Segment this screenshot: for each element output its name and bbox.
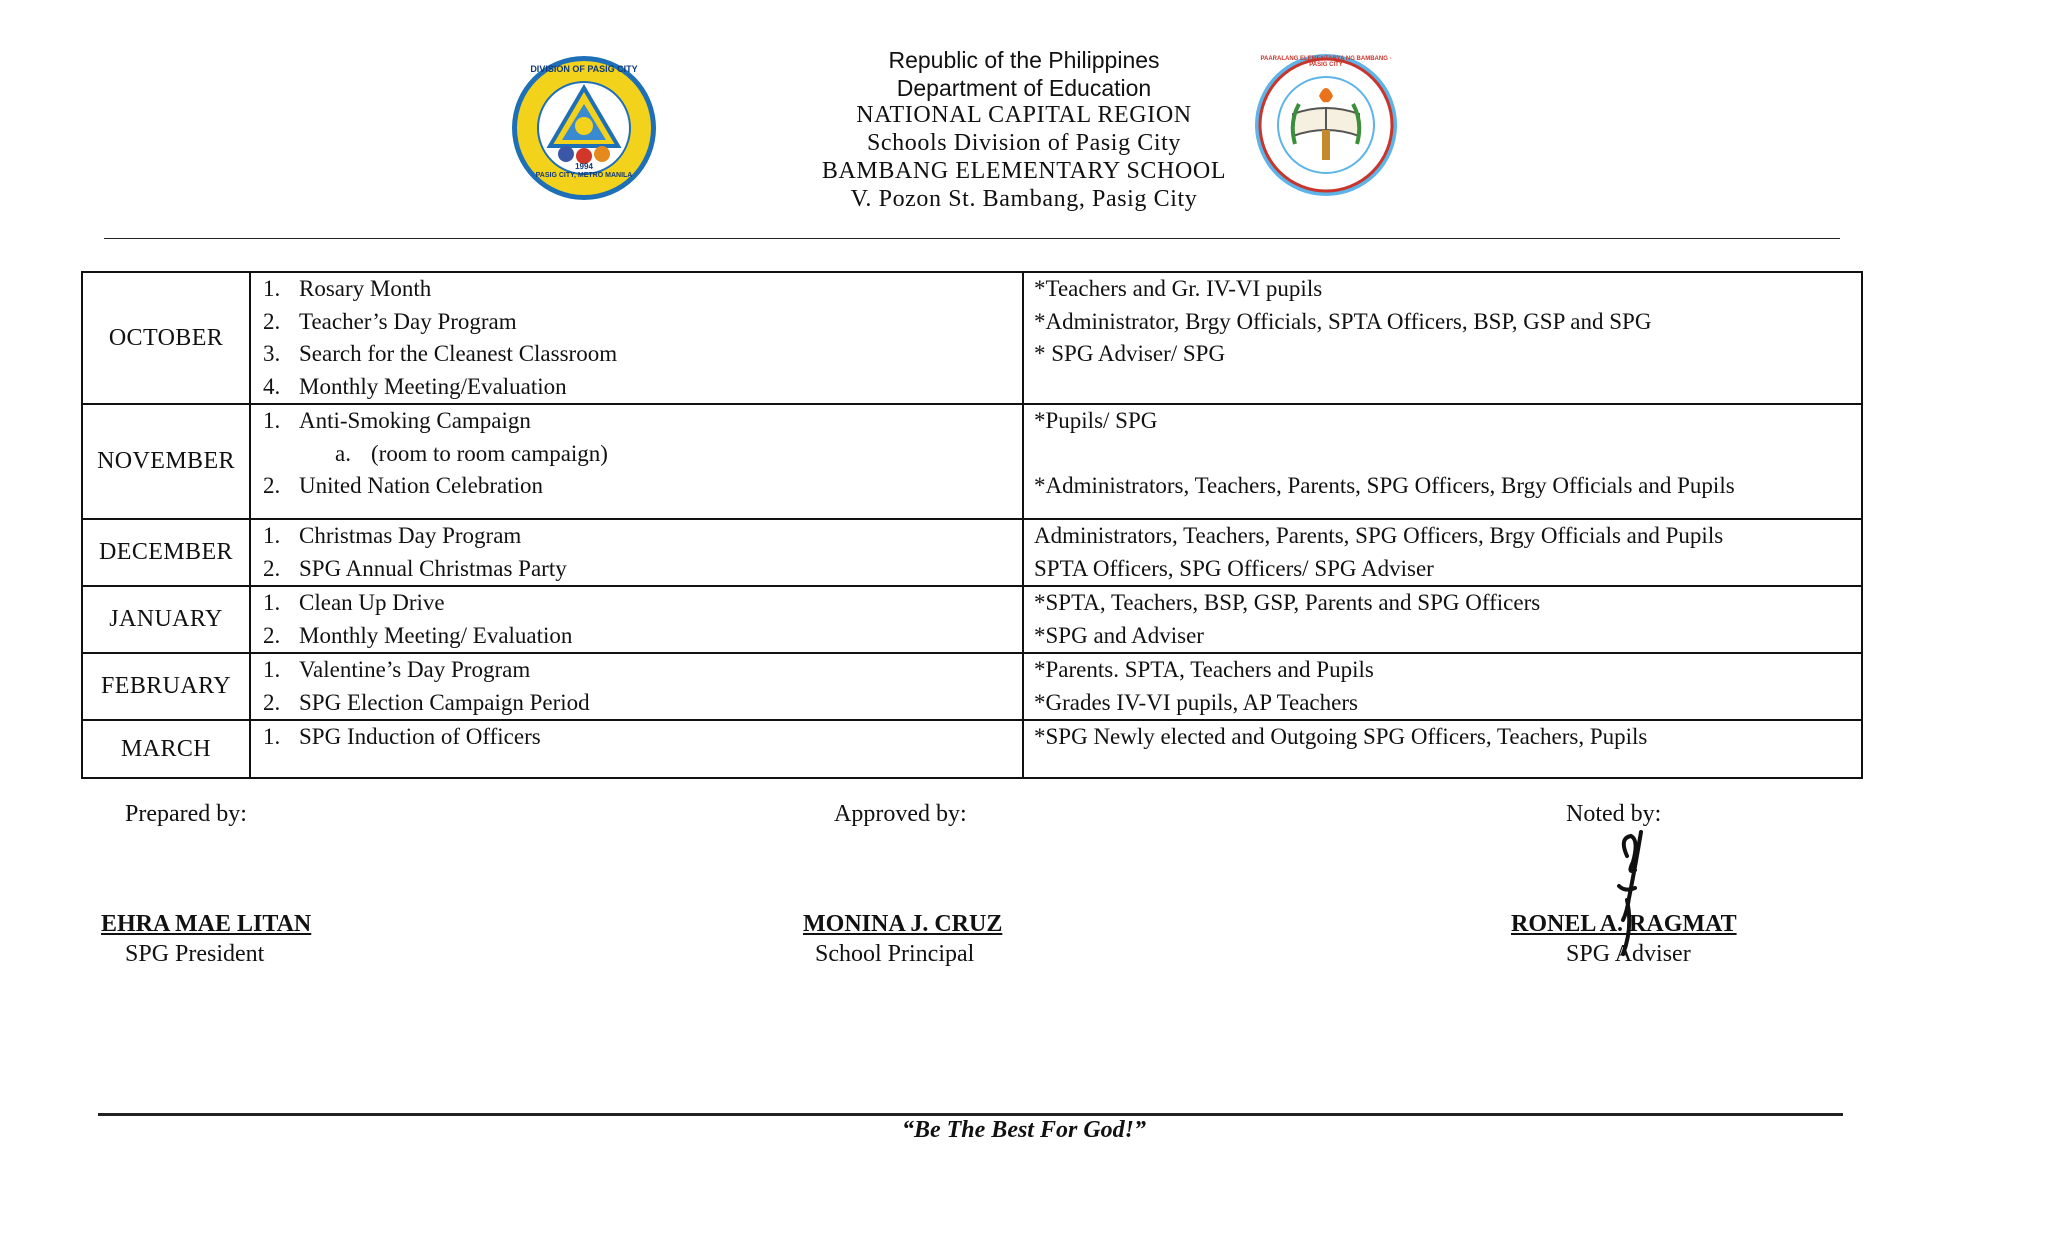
activity-number: 3. [263,341,281,366]
participant-line: *Grades IV-VI pupils, AP Teachers [1034,689,1358,715]
activity-text: United Nation Celebration [299,473,543,498]
participant-line: *Parents. SPTA, Teachers and Pupils [1034,657,1374,682]
activity-text: Monthly Meeting/Evaluation [299,373,567,399]
activity-number: 1. [263,657,281,682]
schedule-row [82,720,1862,778]
activity-text: Christmas Day Program [299,523,522,548]
participants-cell [1023,653,1862,720]
participants-cell [1023,404,1862,519]
seal-year: 1994 [575,162,593,171]
activity-item [263,306,1022,339]
noted-by-label: Noted by: [1566,801,1662,827]
preparer-role: SPG President [125,941,265,967]
month-cell: NOVEMBER [82,404,250,519]
participant-line: * SPG Adviser/ SPG [1034,341,1226,366]
schedule-row [82,272,1862,404]
participant-line: *SPTA, Teachers, BSP, GSP, Parents and SPG Officers [1034,590,1541,615]
participants-cell [1023,519,1862,586]
month-cell: MARCH [82,720,250,778]
header-line-3: NATIONAL CAPITAL REGION [856,102,1192,128]
participant-line: *Administrator, Brgy Officials, SPTA Officers, BSP, GSP and SPG [1034,308,1652,334]
activities-cell [250,720,1023,778]
participants-cell [1023,586,1862,653]
school-motto: “Be The Best For God!” [901,1117,1146,1143]
activity-item [263,405,1022,438]
activity-item [263,470,1022,503]
activity-item [263,620,1022,653]
activity-number: 1. [263,276,281,301]
activity-item [263,721,1022,754]
activity-text: SPG Election Campaign Period [299,689,590,715]
participant-line: Administrators, Teachers, Parents, SPG Officers, Brgy Officials and Pupils [1034,523,1724,548]
schedule-row [82,653,1862,720]
schedule-row [82,586,1862,653]
activity-number: 2. [263,689,281,715]
participants-cell [1023,272,1862,404]
participant-line [1034,438,1861,471]
activity-text: Rosary Month [299,276,432,301]
noter-name: RONEL A. RAGMAT [1511,911,1737,937]
header-line-5: BAMBANG ELEMENTARY SCHOOL [821,158,1227,184]
seal-ring-text-bottom: PASIG CITY, METRO MANILA [535,172,633,179]
activity-schedule-table [81,271,1863,779]
activities-cell [250,586,1023,653]
activity-number: 1. [263,408,281,433]
activity-number: 2. [263,473,281,498]
activities-cell [250,519,1023,586]
activity-number: 2. [263,555,281,581]
header-line-2: Department of Education [896,75,1152,101]
participants-cell [1023,720,1862,778]
activity-text: (room to room campaign) [371,440,608,466]
activity-item [263,371,1022,404]
participant-line: *SPG and Adviser [1034,622,1204,648]
approver-role: School Principal [815,941,975,967]
header-line-6: V. Pozon St. Bambang, Pasig City [850,186,1198,212]
activities-cell [250,404,1023,519]
activity-item [263,520,1022,553]
activity-item [263,338,1022,371]
header-line-1: Republic of the Philippines [888,47,1160,73]
activity-text: Valentine’s Day Program [299,657,531,682]
activities-cell [250,272,1023,404]
activity-text: SPG Induction of Officers [299,724,541,749]
schedule-row [82,519,1862,586]
noter-role: SPG Adviser [1566,941,1691,967]
participant-line: SPTA Officers, SPG Officers/ SPG Adviser [1034,555,1434,581]
activity-item [263,553,1022,586]
activity-text: Monthly Meeting/ Evaluation [299,622,573,648]
activity-text: Anti-Smoking Campaign [299,408,531,433]
participant-line: *SPG Newly elected and Outgoing SPG Officers, Teachers, Pupils [1034,724,1648,749]
activities-cell [250,653,1023,720]
prepared-by-label: Prepared by: [125,801,247,827]
activity-item [263,687,1022,720]
participant-line: *Administrators, Teachers, Parents, SPG Officers, Brgy Officials and Pupils [1034,473,1735,498]
activity-number: 1. [263,724,281,749]
participant-line: *Teachers and Gr. IV-VI pupils [1034,276,1323,301]
month-cell: DECEMBER [82,519,250,586]
preparer-name: EHRA MAE LITAN [101,911,312,937]
activity-number: 4. [263,373,281,399]
participant-line: *Pupils/ SPG [1034,408,1158,433]
activity-number: 1. [263,590,281,615]
month-cell: JANUARY [82,586,250,653]
activity-text: SPG Annual Christmas Party [299,555,567,581]
activity-item [263,438,1022,471]
schedule-row [82,404,1862,519]
activity-number: a. [335,440,351,466]
activity-text: Clean Up Drive [299,590,445,615]
month-cell: FEBRUARY [82,653,250,720]
activity-item [263,273,1022,306]
activity-text: Search for the Cleanest Classroom [299,341,618,366]
activity-text: Teacher’s Day Program [299,308,517,334]
header-line-4: Schools Division of Pasig City [866,130,1182,156]
footer-divider [98,1113,1843,1116]
approved-by-label: Approved by: [834,801,967,827]
approver-name: MONINA J. CRUZ [803,911,1003,937]
activity-number: 1. [263,523,281,548]
month-cell: OCTOBER [82,272,250,404]
activity-item [263,587,1022,620]
seal-ring-text: DIVISION OF PASIG CITY [530,64,638,74]
seal-ring-text: PAARALANG ELEMENTARYA NG BAMBANG · PASIG CITY [1260,56,1392,68]
activity-item [263,654,1022,687]
header-divider [104,238,1840,239]
activity-number: 2. [263,308,281,334]
activity-number: 2. [263,622,281,648]
handwritten-signature [1605,828,1665,958]
